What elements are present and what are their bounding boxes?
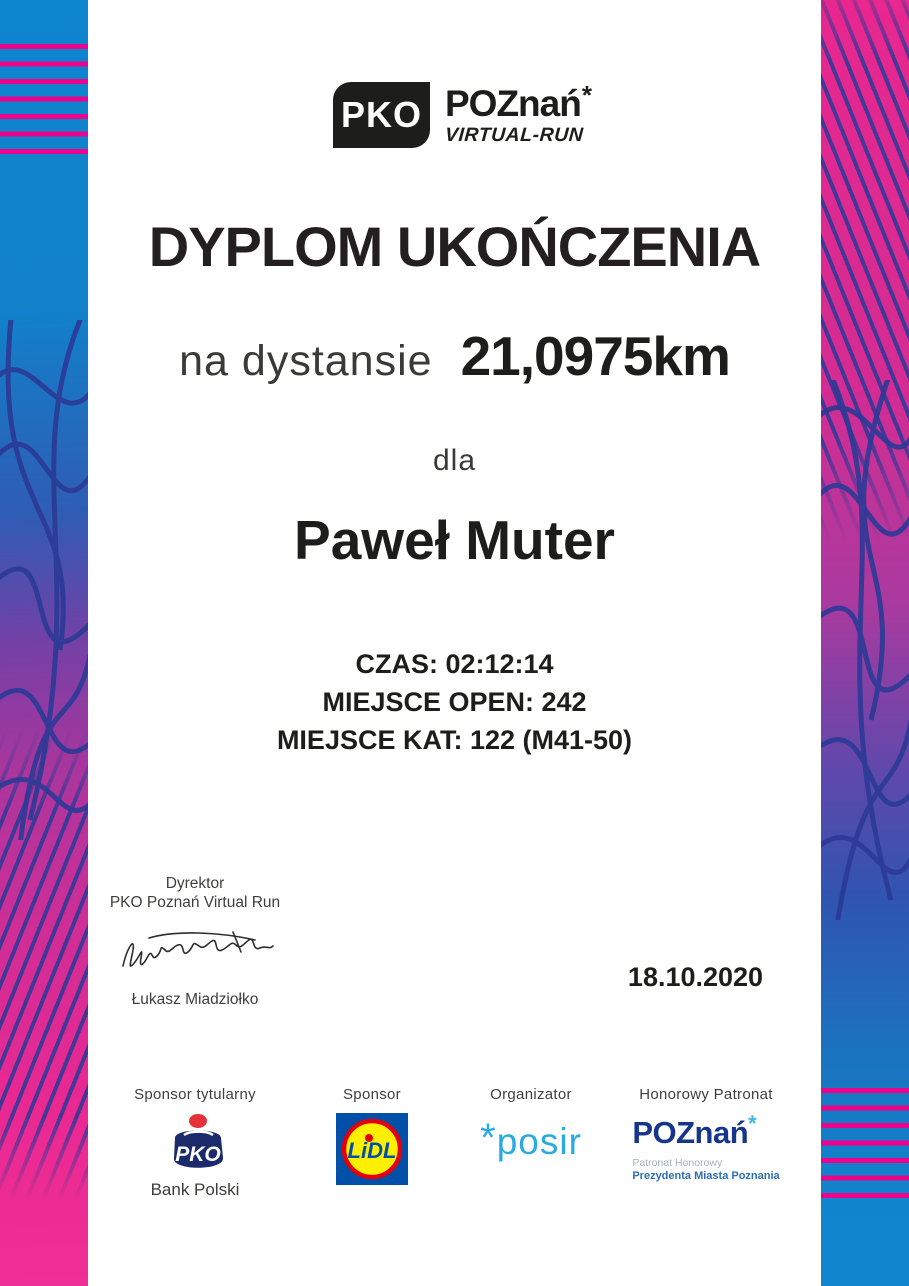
poznan-wordmark: POZnań* (445, 80, 591, 124)
posir-icon (456, 1116, 606, 1163)
sponsor-column-title-sponsor (110, 1086, 280, 1200)
bank-polski-caption: Bank Polski (150, 1180, 240, 1199)
decorative-border-left (0, 0, 88, 1286)
result-place-category: MIEJSCE KAT: 122 (M41-50) (276, 725, 633, 755)
distance-value: 21,0975km (460, 325, 730, 387)
pko-monogram: PKO (175, 1143, 221, 1166)
lidl-monogram: LiDL (347, 1138, 397, 1163)
distance-line (88, 324, 821, 388)
poznan-city-icon (632, 1111, 780, 1182)
participant-name: Paweł Muter (294, 509, 615, 571)
sponsor-column-organizer (456, 1086, 606, 1163)
signature-block (100, 874, 290, 1009)
hatch-pattern-left (0, 730, 88, 1200)
sponsor-label: Organizator (490, 1086, 572, 1103)
result-place-open: MIEJSCE OPEN: 242 (322, 687, 587, 717)
pko-logo-text: PKO (340, 94, 422, 135)
poznan-city-wordmark: POZnań (632, 1115, 749, 1150)
patronage-subtitle-1: Patronat Honorowy (632, 1157, 723, 1169)
signer-name: Łukasz Miadziołko (131, 991, 259, 1008)
distance-label: na dystansie (179, 337, 433, 385)
signer-role-line2: PKO Poznań Virtual Run (109, 894, 281, 911)
lidl-icon (336, 1113, 408, 1185)
sponsor-column-sponsor (312, 1086, 432, 1185)
event-logo (333, 82, 590, 148)
posir-asterisk-icon: * (480, 1116, 497, 1160)
poznan-virtual-run-logo (445, 82, 590, 146)
for-label: dla (432, 444, 477, 477)
stripe-pattern-left (0, 44, 88, 156)
pko-bank-polski-icon (160, 1113, 230, 1177)
handwritten-signature (115, 922, 275, 978)
sponsor-column-patronage (616, 1086, 796, 1184)
event-date: 18.10.2020 (627, 962, 764, 992)
asterisk-icon: * (581, 80, 591, 110)
stripe-pattern-right (821, 1088, 909, 1200)
results-block (88, 645, 821, 759)
virtual-run-subtitle: VIRTUAL-RUN (444, 124, 585, 146)
sponsor-label: Sponsor (343, 1086, 401, 1103)
patronage-subtitle-2: Prezydenta Miasta Poznania (632, 1170, 780, 1182)
diploma-title: DYPLOM UKOŃCZENIA (148, 215, 761, 278)
sponsor-label: Sponsor tytularny (134, 1086, 256, 1103)
decorative-border-right (821, 0, 909, 1286)
posir-wordmark: posir (496, 1121, 582, 1162)
result-time: CZAS: 02:12:14 (355, 649, 554, 679)
scribble-pattern-right (821, 380, 909, 920)
sponsor-label: Honorowy Patronat (639, 1086, 773, 1103)
pko-logo (333, 82, 430, 148)
poznan-asterisk-icon: * (748, 1111, 757, 1136)
signer-role-line1: Dyrektor (165, 875, 225, 892)
